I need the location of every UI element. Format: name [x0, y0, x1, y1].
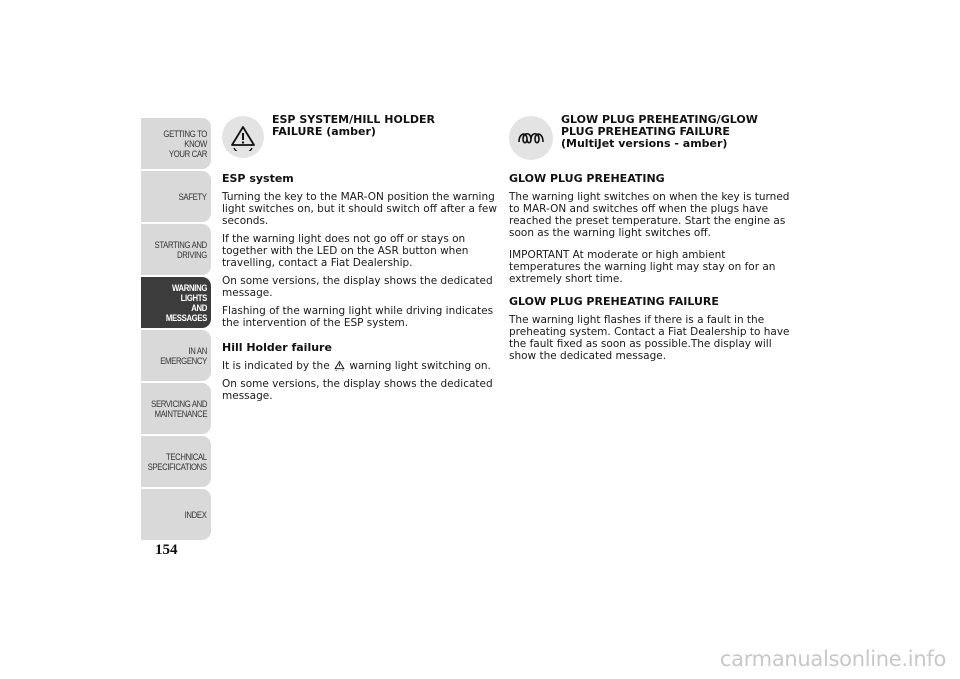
tab-index[interactable]: [141, 489, 211, 540]
text-fragment: It is indicated by the: [222, 360, 334, 372]
heading-line: GLOW PLUG PREHEATING/GLOW: [561, 113, 758, 126]
esp-header: [222, 114, 508, 170]
tab-label: STARTING AND DRIVING: [154, 239, 207, 260]
glow-plug-heading: [561, 114, 797, 150]
tab-starting-driving[interactable]: [141, 224, 211, 275]
tab-emergency[interactable]: [141, 330, 211, 381]
hill-holder-title: Hill Holder failure: [222, 341, 332, 354]
tab-label: INDEX: [185, 509, 207, 520]
glow-plug-icon: [509, 116, 553, 160]
tab-warning-lights[interactable]: [141, 277, 211, 328]
heading-line: ESP SYSTEM/HILL HOLDER: [272, 113, 435, 126]
paragraph: The warning light switches on when the key is turned to MAR-ON and switches off when the plugs have reached the preset temperature. Start the engine as soon as the warning light switches off.: [509, 191, 790, 239]
glow-plug-header: [509, 114, 795, 170]
tab-label: IN AN EMERGENCY: [160, 345, 207, 366]
tab-label: WARNING LIGHTS AND MESSAGES: [165, 282, 207, 323]
esp-warning-icon: [222, 116, 264, 158]
tab-label: GETTING TO KNOW YOUR CAR: [163, 128, 207, 159]
tab-label: TECHNICAL SPECIFICATIONS: [147, 451, 207, 472]
tab-label: SERVICING AND MAINTENANCE: [150, 398, 207, 419]
esp-section: [222, 114, 508, 408]
tab-label: SAFETY: [178, 191, 207, 202]
heading-line: FAILURE (amber): [272, 125, 376, 138]
tab-servicing[interactable]: [141, 383, 211, 434]
paragraph: The warning light flashes if there is a fault in the preheating system. Contact a Fiat Dealership to have the fault fixed as soon as possible.The display will show the dedicated message.: [509, 314, 790, 362]
heading-line: (MultiJet versions - amber): [561, 137, 728, 150]
page-number: 154: [155, 542, 178, 558]
esp-warning-icon: [334, 360, 345, 371]
glow-plug-preheating-title: GLOW PLUG PREHEATING: [509, 172, 665, 185]
tab-technical[interactable]: [141, 436, 211, 487]
paragraph: IMPORTANT At moderate or high ambient temperatures the warning light may stay on for an extremely short time.: [509, 249, 776, 285]
paragraph: On some versions, the display shows the dedicated message.: [222, 275, 493, 299]
text-fragment: warning light switching on.: [346, 360, 491, 372]
tab-getting-to-know[interactable]: [141, 118, 211, 169]
esp-heading: [272, 114, 435, 138]
glow-plug-section: [509, 114, 795, 368]
heading-line: PLUG PREHEATING FAILURE: [561, 125, 730, 138]
esp-system-title: ESP system: [222, 172, 294, 185]
section-tabs: [141, 118, 211, 542]
paragraph: Turning the key to the MAR-ON position the warning light switches on, but it should switch off after a few seconds.: [222, 191, 497, 227]
tab-safety[interactable]: [141, 171, 211, 222]
watermark: carmanualsonline.info: [719, 647, 946, 671]
paragraph-with-icon: [222, 360, 508, 372]
paragraph: If the warning light does not go off or stays on together with the LED on the ASR button when travelling, contact a Fiat Dealership.: [222, 233, 469, 269]
paragraph: On some versions, the display shows the dedicated message.: [222, 378, 493, 402]
paragraph: Flashing of the warning light while driving indicates the intervention of the ESP system.: [222, 305, 494, 329]
glow-plug-failure-title: GLOW PLUG PREHEATING FAILURE: [509, 295, 719, 308]
